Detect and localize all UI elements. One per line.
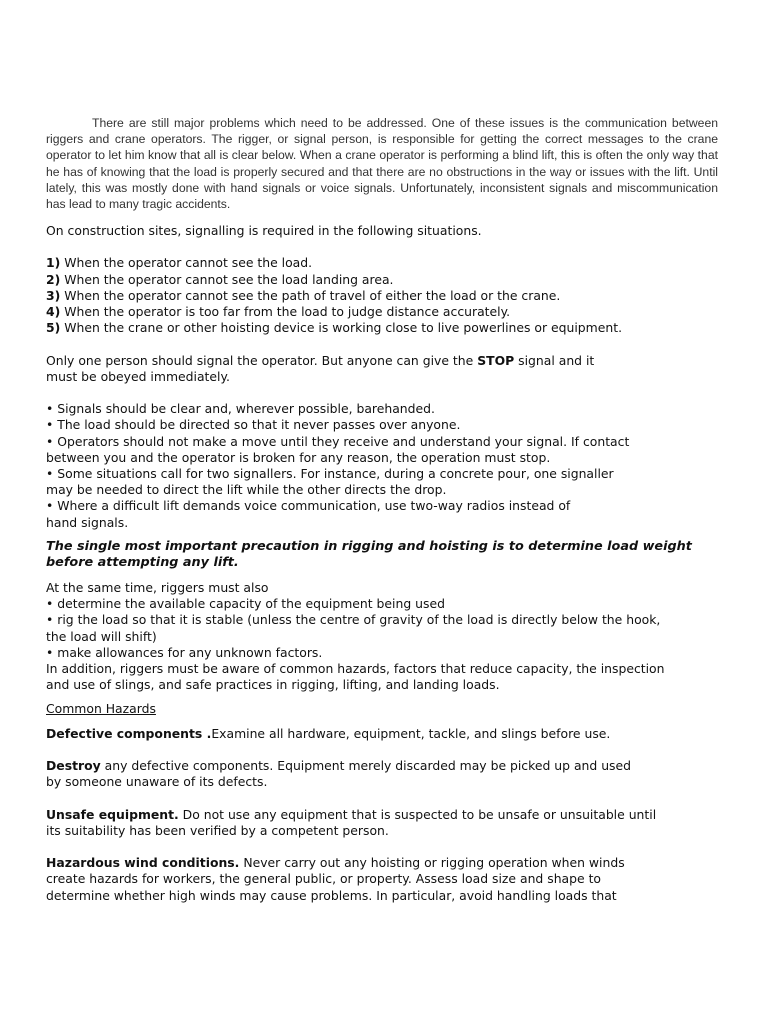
hazard-term: Destroy	[46, 758, 101, 774]
bullet-item: • Some situations call for two signallers. For instance, during a concrete pour, one signaller	[46, 466, 614, 481]
situation-item: 2) When the operator cannot see the load landing area.	[46, 271, 394, 287]
bullet-item-continued: hand signals.	[46, 514, 129, 530]
stop-keyword: STOP	[477, 352, 515, 368]
precaution-callout: The single most important precaution in rigging and hoisting is to determine load weight before attempting any lift.	[46, 538, 692, 571]
bullet-item: • The load should be directed so that it never passes over anyone.	[46, 417, 461, 433]
bullet-item: • Signals should be clear and, wherever possible, barehanded.	[46, 401, 435, 417]
document-body	[46, 223, 726, 904]
bullet-item: • Where a difficult lift demands voice communication, use two-way radios instead of	[46, 498, 571, 514]
hazard-term: Hazardous wind conditions.	[46, 855, 240, 871]
intro-paragraph: There are still major problems which need to be addressed. One of these issues is the communication between riggers and crane operators. The rigger, or signal person, is responsible for getting the correct messages to the crane operator to let him know that all is clear below. When a crane operator is performing a blind lift, this is often the only way that he has of knowing that the load is properly secured and that there are no obstructions in the way or issues with the lift. Until lately, this was mostly done with hand signals or voice signals. Unfortunately, inconsistent signals and miscommunication has lead to many tragic accidents.	[46, 116, 718, 212]
signal-bullets	[46, 401, 726, 531]
signalling-intro: On construction sites, signalling is required in the following situations.	[46, 223, 482, 238]
common-hazards-heading: Common Hazards	[46, 701, 156, 717]
hazard-term: Unsafe equipment.	[46, 806, 179, 822]
hazard-item: Unsafe equipment. Do not use any equipment that is suspected to be unsafe or unsuitable until its suitability has been verified by a competent person.	[46, 806, 657, 838]
stop-signal-paragraph: Only one person should signal the operator. But anyone can give the STOP signal and it must be obeyed immediately.	[46, 352, 595, 384]
hazard-term: Defective components .	[46, 725, 212, 741]
situation-item: 3) When the operator cannot see the path of travel of either the load or the crane.	[46, 287, 561, 303]
hazard-item: Destroy any defective components. Equipment merely discarded may be picked up and used by someone unaware of its defects.	[46, 758, 631, 790]
situations-list	[46, 255, 726, 336]
hazard-item: Defective components .Examine all hardware, equipment, tackle, and slings before use.	[46, 725, 611, 741]
bullet-item: • Operators should not make a move until they receive and understand your signal. If contact	[46, 433, 630, 449]
situation-item: 5) When the crane or other hoisting device is working close to live powerlines or equipment.	[46, 320, 623, 336]
situation-item: 4) When the operator is too far from the load to judge distance accurately.	[46, 304, 511, 319]
riggers-paragraph: At the same time, riggers must also • determine the available capacity of the equipment being used • rig the load so that it is stable (unless the centre of gravity of the load is directly below the hook, the load will shift) • make allowances for any unknown factors. In addition, riggers must be aware of common hazards, factors that reduce capacity, the inspection and use of slings, and safe practices in rigging, lifting, and landing loads.	[46, 580, 665, 693]
bullet-item-continued: may be needed to direct the lift while the other directs the drop.	[46, 482, 447, 498]
situation-item: 1) When the operator cannot see the load.	[46, 255, 313, 271]
hazard-item: Hazardous wind conditions. Never carry out any hoisting or rigging operation when winds create hazards for workers, the general public, or property. Assess load size and shape to determine whether high winds may cause problems. In particular, avoid handling loads that	[46, 855, 625, 903]
bullet-item-continued: between you and the operator is broken for any reason, the operation must stop.	[46, 449, 551, 465]
